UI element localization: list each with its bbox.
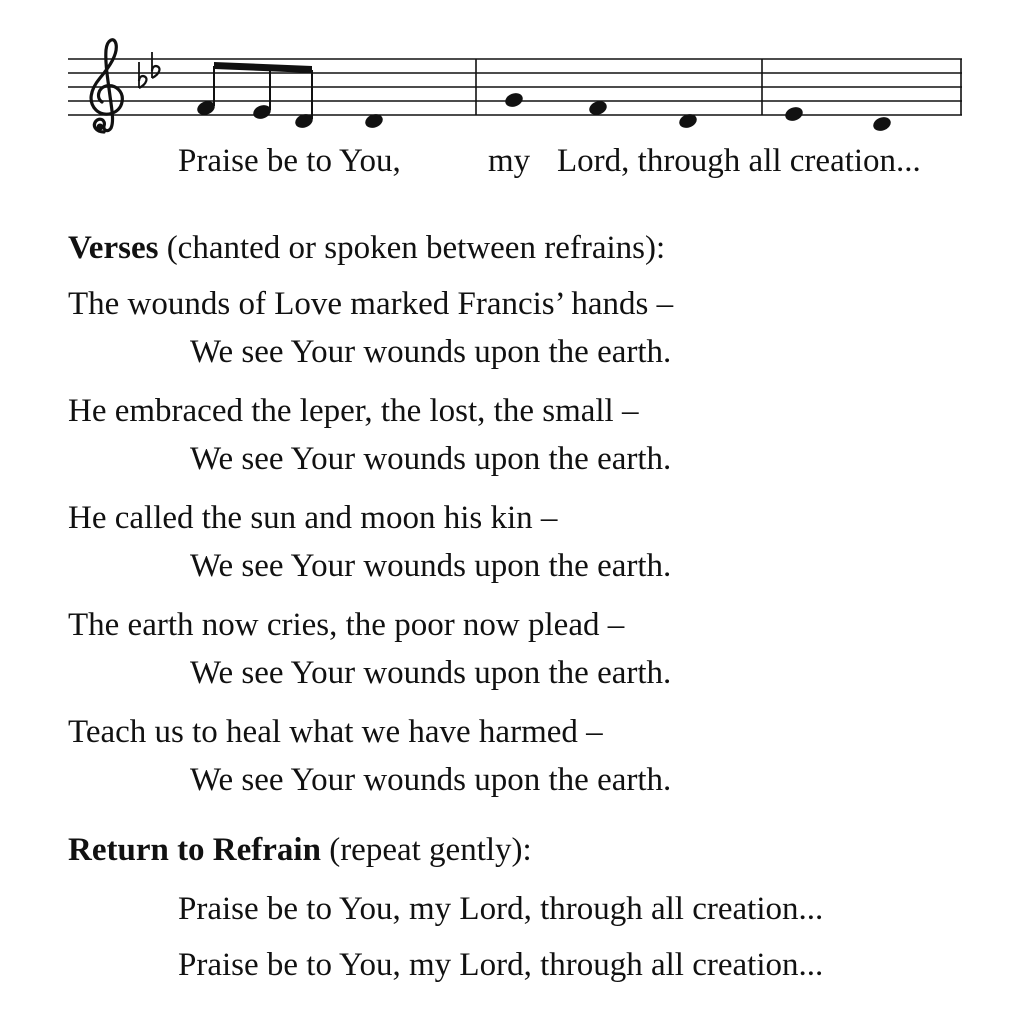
- treble-clef-icon: [91, 40, 122, 132]
- verse-response: We see Your wounds upon the earth.: [190, 762, 672, 798]
- verse-line: He called the sun and moon his kin –: [68, 500, 558, 536]
- refrain-line: Praise be to You, my Lord, through all creation...: [178, 947, 824, 983]
- flat-e-icon: [152, 52, 159, 78]
- verses-heading: [68, 232, 665, 265]
- flat-b-icon: [139, 62, 146, 88]
- staff-svg: [0, 0, 1024, 150]
- music-staff: [0, 0, 1024, 150]
- note-2: [251, 68, 272, 121]
- verse-line: The wounds of Love marked Francis’ hands –: [68, 286, 674, 322]
- verse-line: He embraced the leper, the lost, the small –: [68, 393, 639, 429]
- verses-heading-rest: (chanted or spoken between refrains):: [158, 230, 666, 266]
- return-heading-bold: Return to Refrain: [68, 832, 321, 868]
- note-3: [293, 70, 314, 130]
- flat-icons: [139, 52, 159, 88]
- verse-response: We see Your wounds upon the earth.: [190, 655, 672, 691]
- refrain-line: Praise be to You, my Lord, through all creation...: [178, 891, 824, 927]
- verse-response: We see Your wounds upon the earth.: [190, 441, 672, 477]
- lyric-part3: Lord, through all creation...: [557, 143, 921, 179]
- note-8: [783, 105, 804, 123]
- verse-line: The earth now cries, the poor now plead –: [68, 607, 625, 643]
- note-9: [871, 115, 892, 133]
- lyric-part1: Praise be to You,: [178, 143, 401, 179]
- verses-heading-bold: Verses: [68, 230, 159, 266]
- return-heading: [68, 834, 532, 867]
- beam: [214, 62, 312, 73]
- note-5: [503, 91, 524, 109]
- verse-response: We see Your wounds upon the earth.: [190, 334, 672, 370]
- verse-response: We see Your wounds upon the earth.: [190, 548, 672, 584]
- lyric-part2: my: [488, 143, 531, 179]
- verse-line: Teach us to heal what we have harmed –: [68, 714, 603, 750]
- return-heading-rest: (repeat gently):: [320, 832, 532, 868]
